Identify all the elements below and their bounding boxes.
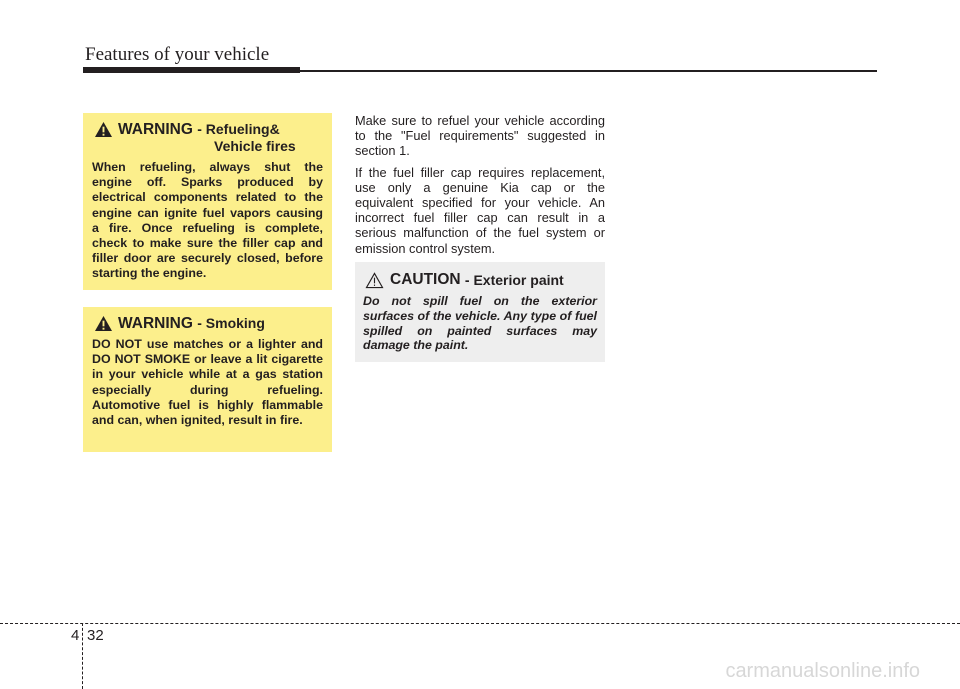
warning-smoking-body: DO NOT use matches or a lighter and DO NOT SMOKE or leave a lit cigarette in your vehicle while at a gas station especially during refueling. Automotive fuel is highly flammable and can, when ignited, result in fire. [92,337,323,428]
warning-subtitle-line2: Vehicle fires [214,138,296,154]
header-bar [83,67,300,73]
page-number: 32 [87,627,104,644]
warning-label: WARNING [118,121,193,138]
watermark: carmanualsonline.info [725,660,920,682]
warning-subtitle: - Refueling& [197,121,280,137]
body-paragraph: Make sure to refuel your vehicle according to the "Fuel requirements" suggested in section 1. [355,113,605,159]
warning-refueling-body: When refueling, always shut the engine off. Sparks produced by electrical components related to the engine can ignite fuel vapors causing a fire. Once refueling is complete, check to make sure the filler cap and filler door are securely closed, before starting the engine. [92,160,323,281]
body-paragraph: If the fuel filler cap requires replacement, use only a genuine Kia cap or the equivalent specified for your vehicle. An incorrect fuel filler cap can result in a serious malfunction of the fuel system or emission control system. [355,164,605,256]
header-rule [300,70,877,72]
caution-triangle-icon [365,272,384,289]
footer-rule [0,623,960,624]
caution-body: Do not spill fuel on the exterior surfaces of the vehicle. Any type of fuel spilled on painted surfaces may damage the paint. [363,294,597,353]
warning-refueling-box [83,113,332,290]
section-number: 4 [71,627,80,644]
warning-refueling-heading [92,121,323,155]
warning-smoking-heading [92,315,323,332]
body-text [355,113,605,262]
page-header-title: Features of your vehicle [85,44,270,65]
warning-smoking-box [83,307,332,452]
warning-triangle-icon [94,315,113,332]
warning-triangle-icon [94,121,113,138]
footer-divider [82,623,83,689]
warning-subtitle: - Smoking [197,315,265,331]
caution-heading [363,271,597,289]
caution-label: CAUTION [390,271,461,288]
caution-subtitle: - Exterior paint [464,272,564,288]
warning-label: WARNING [118,315,193,332]
caution-exterior-paint-box [355,262,605,362]
